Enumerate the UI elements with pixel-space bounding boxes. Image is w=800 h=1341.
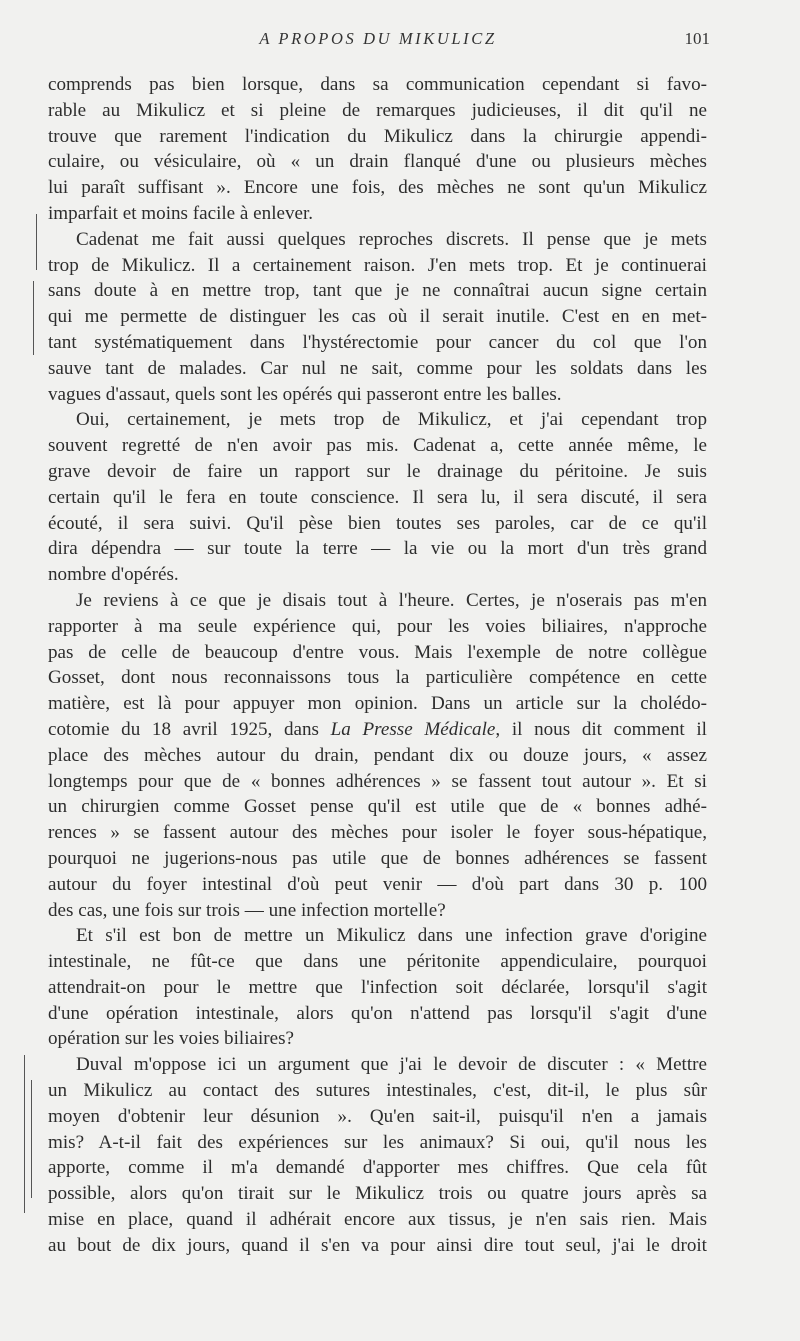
text-line: certain qu'il le fera en toute conscience. Il sera lu, il sera discuté, il sera [48, 486, 707, 508]
text-line: apporte, comme il m'a demandé d'apporter mes chiffres. Que cela fût [48, 1157, 707, 1179]
body-text [48, 72, 707, 1259]
text-line: tant systématiquement dans l'hystérectomie pour cancer du col que l'on [48, 331, 707, 353]
text-line: lui paraît suffisant ». Encore une fois, des mèches ne sont qu'un Mikulicz [48, 177, 707, 199]
text-line: Duval m'oppose ici un argument que j'ai le devoir de discuter : « Mettre [76, 1054, 707, 1076]
text-line: vagues d'assaut, quels sont les opérés qui passeront entre les balles. [48, 383, 562, 405]
text-line: rences » se fassent autour des mèches pour isoler le foyer sous-hépatique, [48, 822, 707, 844]
text-line: grave devoir de faire un rapport sur le drainage du péritoine. Je suis [48, 460, 707, 482]
margin-pencil-mark [33, 281, 34, 355]
margin-pencil-mark [31, 1080, 32, 1198]
text-line: qui me permette de distinguer les cas où il serait inutile. C'est en en met- [48, 306, 707, 328]
text-line: matière, est là pour appuyer mon opinion. Dans un article sur la cholédo- [48, 693, 707, 715]
text-line: mise en place, quand il adhérait encore aux tissus, je n'en sais rien. Mais [48, 1209, 707, 1231]
text-line: Gosset, dont nous reconnaissons tous la particulière compétence en cette [48, 667, 707, 689]
text-line: longtemps pour que de « bonnes adhérences » se fassent tout autour ». Et si [48, 770, 707, 792]
text-line: souvent regretté de n'en avoir pas mis. Cadenat a, cette année même, le [48, 435, 707, 457]
text-line: place des mèches autour du drain, pendant dix ou douze jours, « assez [48, 744, 707, 766]
running-head [48, 29, 708, 53]
text-line: cotomie du 18 avril 1925, dans La Presse Médicale, il nous dit comment il [48, 718, 707, 740]
margin-pencil-mark [36, 214, 37, 270]
text-line: imparfait et moins facile à enlever. [48, 202, 314, 224]
text-line: Je reviens à ce que je disais tout à l'heure. Certes, je n'oserais pas m'en [76, 589, 707, 611]
text-line: Et s'il est bon de mettre un Mikulicz dans une infection grave d'origine [76, 925, 707, 947]
text-line: écouté, il sera suivi. Qu'il pèse bien toutes ses paroles, car de ce qu'il [48, 512, 707, 534]
text-line: intestinale, ne fût-ce que dans une péritonite appendiculaire, pourquoi [48, 951, 707, 973]
text-line: pas de celle de beaucoup d'entre vous. Mais l'exemple de notre collègue [48, 641, 707, 663]
text-line: Oui, certainement, je mets trop de Mikulicz, et j'ai cependant trop [76, 409, 707, 431]
page-number: 101 [684, 29, 710, 48]
text-line: pourquoi ne jugerions-nous pas utile que de bonnes adhérences se fassent [48, 847, 707, 869]
text-line: nombre d'opérés. [48, 564, 179, 586]
text-line: attendrait-on pour le mettre que l'infection soit déclarée, lorsqu'il s'agit [48, 976, 707, 998]
text-line: rable au Mikulicz et si pleine de remarques judicieuses, il dit qu'il ne [48, 99, 707, 121]
text-line: sans doute à en mettre trop, tant que je ne connaîtrai aucun signe certain [48, 280, 707, 302]
text-line: possible, alors qu'on tirait sur le Mikulicz trois ou quatre jours après sa [48, 1183, 707, 1205]
text-line: trop de Mikulicz. Il a certainement raison. J'en mets trop. Et je continuerai [48, 254, 707, 276]
text-line: dira dépendra — sur toute la terre — la vie ou la mort d'un très grand [48, 538, 707, 560]
text-line: culaire, ou vésiculaire, où « un drain flanqué d'une ou plusieurs mèches [48, 151, 707, 173]
text-line: un Mikulicz au contact des sutures intestinales, c'est, dit-il, le plus sûr [48, 1080, 707, 1102]
text-line: d'une opération intestinale, alors qu'on n'attend pas lorsqu'il s'agit d'une [48, 1002, 707, 1024]
text-line: sauve tant de malades. Car nul ne sait, comme pour les soldats dans les [48, 357, 707, 379]
text-line: comprends pas bien lorsque, dans sa communication cependant si favo- [48, 74, 707, 95]
journal-title: La Presse Médicale [330, 718, 496, 740]
text-line: trouve que rarement l'indication du Mikulicz dans la chirurgie appendi- [48, 125, 707, 147]
text-line: mis? A-t-il fait des expériences sur les animaux? Si oui, qu'il nous les [48, 1131, 707, 1153]
text-line: opération sur les voies biliaires? [48, 1028, 295, 1050]
margin-pencil-mark [24, 1055, 25, 1213]
running-title: A PROPOS DU MIKULICZ [259, 29, 497, 48]
text-line: Cadenat me fait aussi quelques reproches discrets. Il pense que je mets [76, 228, 707, 250]
text-line: au bout de dix jours, quand il s'en va pour ainsi dire tout seul, j'ai le droit [48, 1234, 707, 1256]
text-line: un chirurgien comme Gosset pense qu'il est utile que de « bonnes adhé- [48, 796, 707, 818]
text-line: des cas, une fois sur trois — une infection mortelle? [48, 899, 446, 921]
text-line: rapporter à ma seule expérience qui, pour les voies biliaires, n'approche [48, 615, 707, 637]
text-line: autour du foyer intestinal d'où peut venir — d'où part dans 30 p. 100 [48, 873, 707, 895]
text-line: moyen d'obtenir leur désunion ». Qu'en sait-il, puisqu'il n'en a jamais [48, 1105, 707, 1127]
